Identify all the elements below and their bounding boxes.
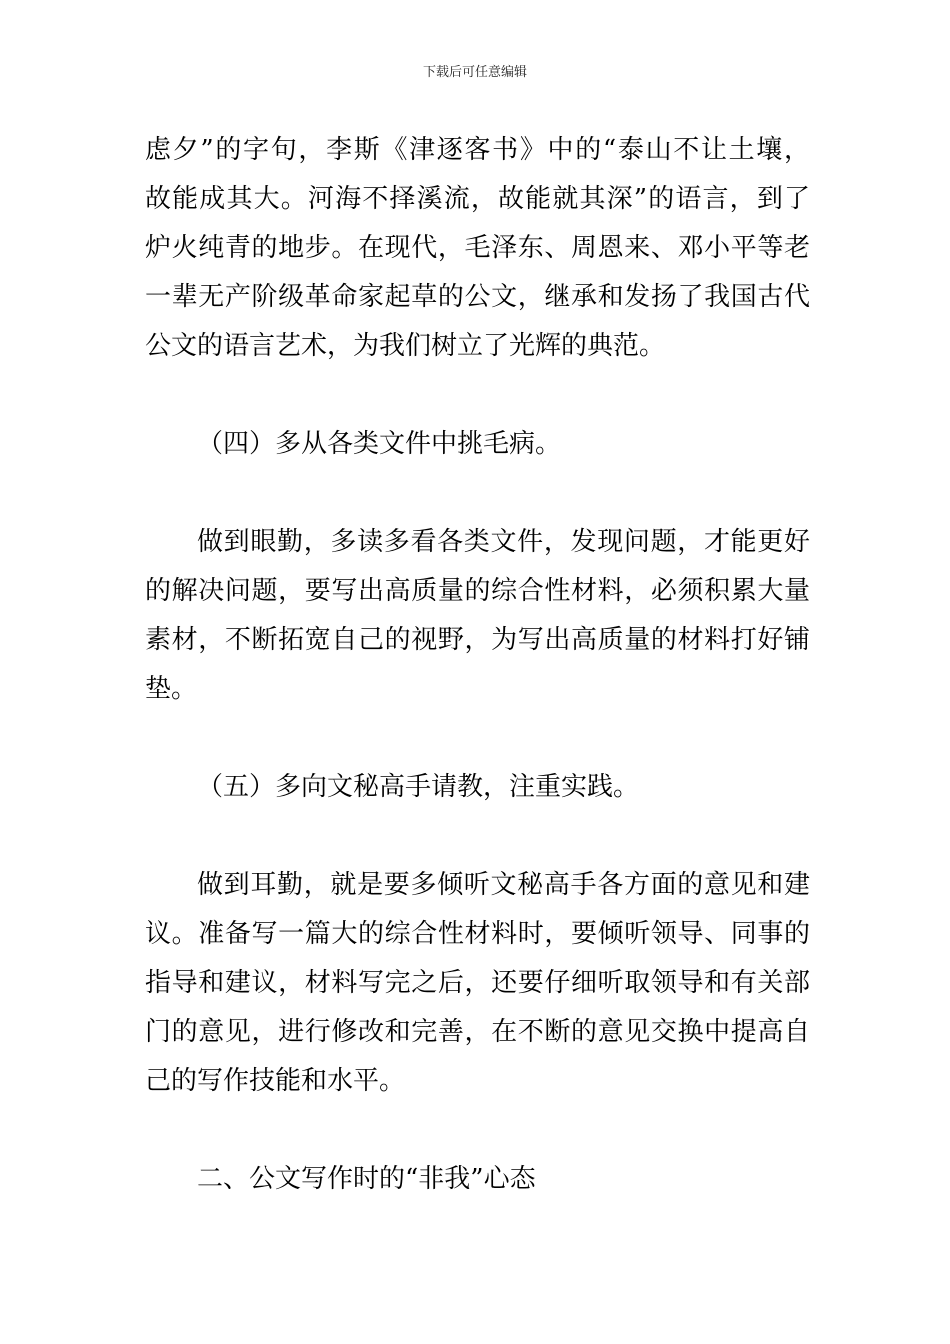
text-line: 指导和建议，材料写完之后，还要仔细听取领导和有关部 (145, 968, 810, 998)
text-line: 垫。 (145, 674, 198, 704)
text-line: 故能成其大。河海不择溪流，故能就其深”的语言，到了 (145, 184, 810, 214)
section-heading: 二、公文写作时的“非我”心态 (197, 1164, 536, 1194)
page-header: 下载后可任意编辑 (422, 65, 527, 80)
paragraph-gap (145, 371, 810, 420)
paragraph-gap (145, 714, 810, 763)
text-line: 门的意见，进行修改和完善，在不断的意见交换中提高自 (145, 1017, 810, 1047)
text-line: 公文的语言艺术，为我们树立了光辉的典范。 (145, 331, 666, 361)
paragraph-gap (145, 469, 810, 518)
paragraph-gap (145, 1106, 810, 1155)
text-line: 己的写作技能和水平。 (145, 1066, 406, 1096)
text-line: 虑夕”的字句，李斯《津逐客书》中的“泰山不让土壤， (145, 135, 810, 165)
text-line: 一辈无产阶级革命家起草的公文，继承和发扬了我国古代 (145, 282, 810, 312)
document-body (145, 126, 810, 1204)
section-heading: （四）多从各类文件中挑毛病。 (197, 429, 562, 459)
section-heading: （五）多向文秘高手请教，注重实践。 (197, 772, 640, 802)
text-line: 做到耳勤，就是要多倾听文秘高手各方面的意见和建 (197, 870, 810, 900)
text-line: 的解决问题，要写出高质量的综合性材料，必须积累大量 (145, 576, 810, 606)
paragraph (145, 861, 810, 1106)
text-line: 做到眼勤，多读多看各类文件，发现问题，才能更好 (197, 527, 810, 557)
paragraph (145, 518, 810, 714)
paragraph-gap (145, 812, 810, 861)
paragraph (145, 126, 810, 371)
text-line: 素材，不断拓宽自己的视野，为写出高质量的材料打好铺 (145, 625, 810, 655)
text-line: 炉火纯青的地步。在现代，毛泽东、周恩来、邓小平等老 (145, 233, 810, 263)
text-line: 议。准备写一篇大的综合性材料时，要倾听领导、同事的 (145, 919, 810, 949)
